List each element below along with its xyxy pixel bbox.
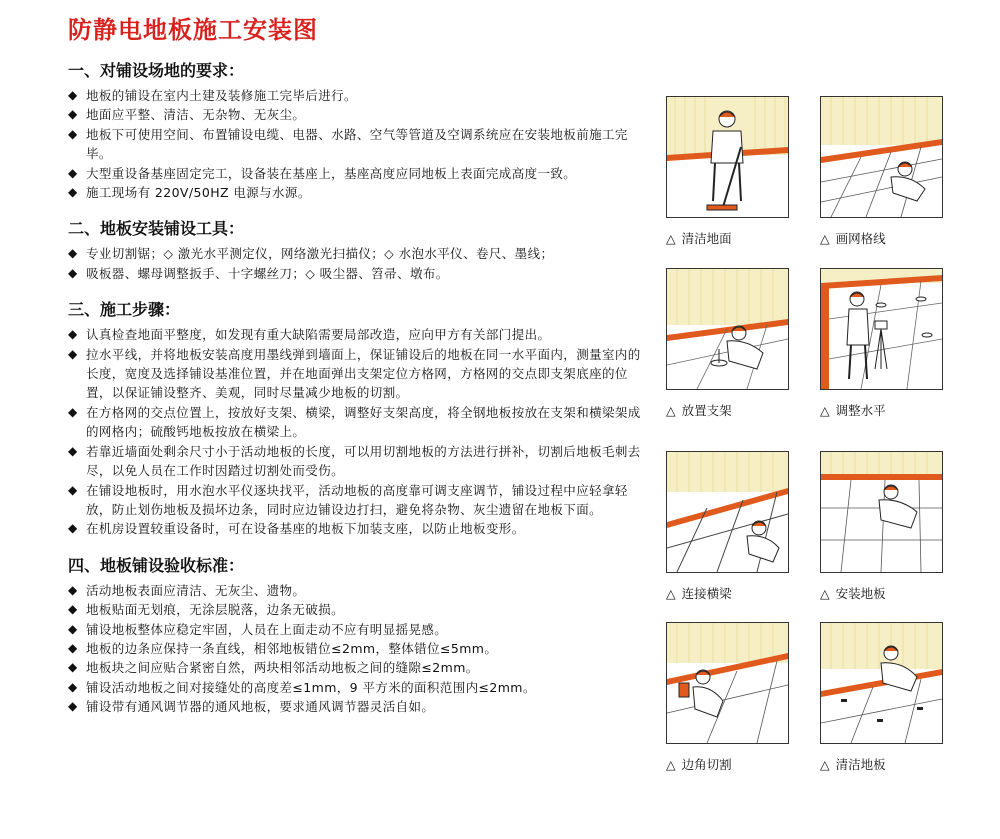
triangle-marker-icon: △ [820, 757, 830, 772]
triangle-marker-icon: △ [820, 403, 830, 418]
section-site-requirements [68, 60, 648, 202]
triangle-marker-icon: △ [820, 231, 830, 246]
list-item: ◆ 地板下可使用空间、布置铺设电缆、电器、水路、空气等管道及空调系统应在安装地板前施工完毕。 [68, 125, 648, 164]
person-mopping-icon [667, 97, 788, 217]
section-tools [68, 218, 648, 283]
section-heading: 三、施工步骤： [68, 300, 181, 320]
person-cleaning-floor-icon [821, 623, 942, 743]
section-acceptance [68, 555, 648, 717]
list-item: ◆ 地面应平整、清洁、无杂物、无灰尘。 [68, 105, 648, 124]
list-item: ◆ 铺设带有通风调节器的通风地板，要求通风调节器灵活自如。 [68, 697, 648, 716]
illustration-caption: 安装地板 [835, 586, 886, 601]
list-item: ◆ 地板贴面无划痕，无涂层脱落，边条无破损。 [68, 600, 648, 619]
triangle-marker-icon: △ [666, 403, 676, 418]
list-item: ◆ 认真检查地面平整度，如发现有重大缺陷需要局部改造，应向甲方有关部门提出。 [68, 325, 648, 344]
triangle-marker-icon: △ [666, 586, 676, 601]
list-item: ◆ 地板块之间应贴合紧密自然，两块相邻活动地板之间的缝隙≤2mm。 [68, 658, 648, 677]
illustration-caption: 清洁地板 [835, 757, 886, 772]
person-drawing-grid-icon [821, 97, 942, 217]
list-item: ◆ 大型重设备基座固定完工，设备装在基座上，基座高度应同地板上表面完成高度一致。 [68, 164, 648, 183]
list-item: ◆ 在铺设地板时，用水泡水平仪逐块找平，活动地板的高度靠可调支座调节，铺设过程中应轻拿轻放，防止划伤地板及损坏边条，同时应边铺设边打扫，避免将杂物、灰尘遗留在地板下面。 [68, 481, 648, 520]
person-placing-stand-icon [667, 269, 788, 389]
list-item: ◆ 拉水平线，并将地板安装高度用墨线弹到墙面上，保证铺设后的地板在同一水平面内，测量室内的长度，宽度及选择铺设基准位置，并在地面弹出支架定位方格网，方格网的交点即支架底座的位置，以保证铺设整齐、美观，同时尽量减少地板的切割。 [68, 345, 648, 403]
illustration-caption: 边角切割 [681, 757, 732, 772]
illustration-caption: 调整水平 [835, 403, 886, 418]
person-cutting-corner-icon [667, 623, 788, 743]
triangle-marker-icon: △ [820, 586, 830, 601]
triangle-marker-icon: △ [666, 231, 676, 246]
list-item: ◆ 吸板器、螺母调整扳手、十字螺丝刀；◇ 吸尘器、笤帚、墩布。 [68, 264, 648, 283]
illustration-caption: 放置支架 [681, 403, 732, 418]
list-item: ◆ 若靠近墙面处剩余尺寸小于活动地板的长度，可以用切割地板的方法进行拼补，切割后地板毛刺去尽，以免人员在工作时因踏过切割处而受伤。 [68, 442, 648, 481]
list-item: ◆ 铺设地板整体应稳定牢固，人员在上面走动不应有明显摇晃感。 [68, 620, 648, 639]
page-title: 防静电地板施工安装图 [68, 16, 318, 44]
section-heading: 一、对铺设场地的要求： [68, 61, 245, 80]
section-steps [68, 299, 648, 538]
list-item: ◆ 专业切割锯；◇ 激光水平测定仪，网络激光扫描仪；◇ 水泡水平仪、卷尺、墨线； [68, 244, 648, 263]
list-item: ◆ 施工现场有 220V/50HZ 电源与水源。 [68, 183, 648, 202]
list-item: ◆ 在机房设置较重设备时，可在设备基座的地板下加装支座，以防止地板变形。 [68, 519, 648, 538]
person-installing-floor-icon [821, 452, 942, 572]
illustration-caption: 清洁地面 [681, 231, 732, 246]
illustration-caption: 连接横梁 [681, 586, 732, 601]
section-heading: 四、地板铺设验收标准： [68, 555, 245, 575]
illustration-caption: 画网格线 [835, 231, 886, 246]
list-item: ◆ 地板的边条应保持一条直线，相邻地板错位≤2mm，整体错位≤5mm。 [68, 639, 648, 658]
list-item: ◆ 活动地板表面应清洁、无灰尘、遗物。 [68, 581, 648, 600]
person-leveling-icon [821, 269, 942, 389]
person-connecting-beam-icon [667, 452, 788, 572]
list-item: ◆ 铺设活动地板之间对接缝处的高度差≤1mm，9 平方米的面积范围内≤2mm。 [68, 678, 648, 697]
list-item: ◆ 地板的铺设在室内土建及装修施工完毕后进行。 [68, 86, 648, 105]
list-item: ◆ 在方格网的交点位置上，按放好支架、横梁，调整好支架高度，将全钢地板按放在支架和横梁架成的网格内；硫酸钙地板按放在横梁上。 [68, 403, 648, 442]
triangle-marker-icon: △ [666, 757, 676, 772]
instruction-sections [68, 60, 648, 733]
section-heading: 二、地板安装铺设工具： [68, 219, 245, 239]
